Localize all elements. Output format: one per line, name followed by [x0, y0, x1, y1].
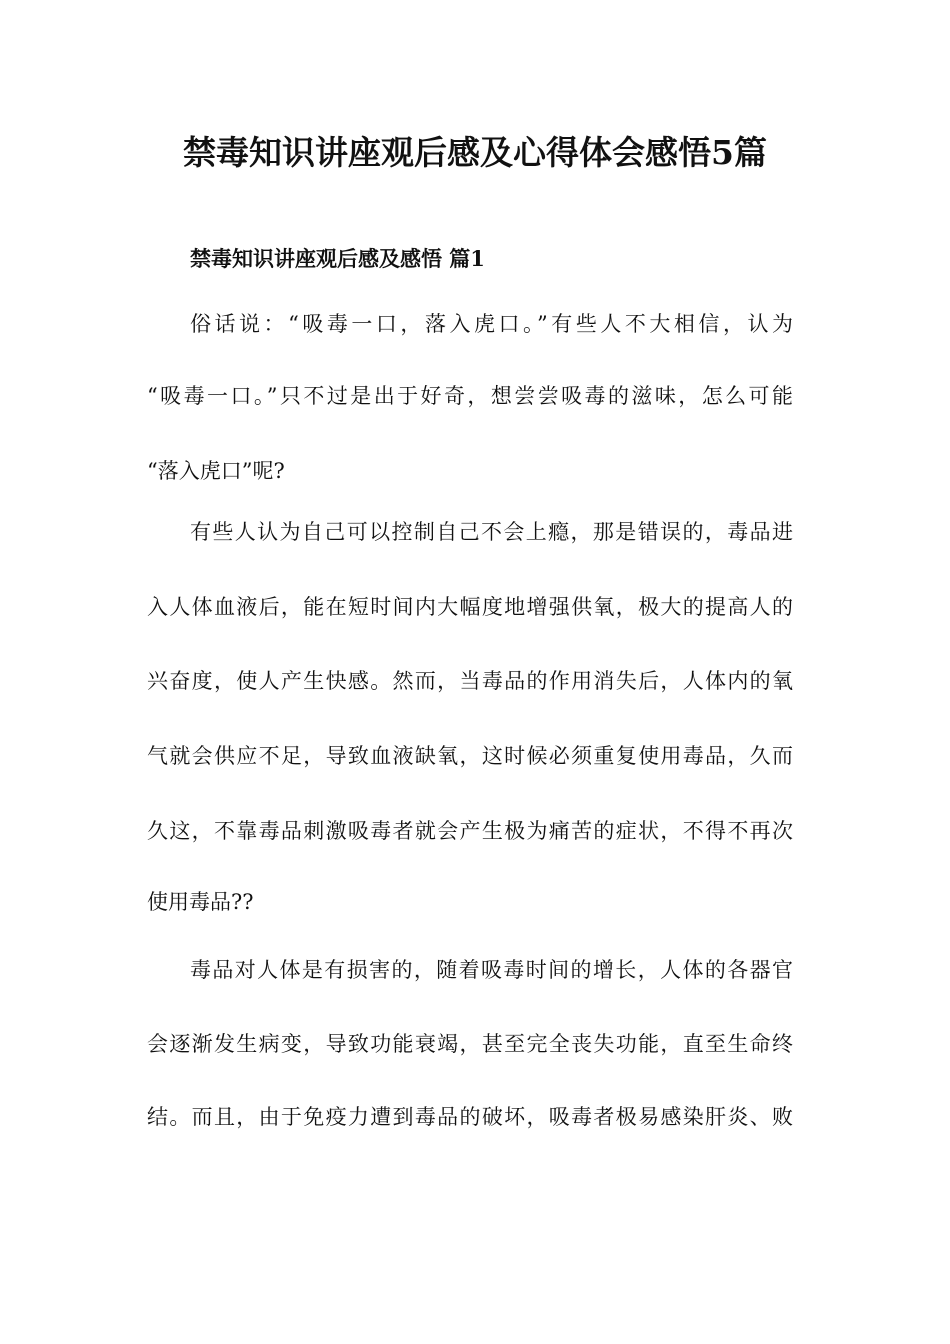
paragraph-2-line-3: 兴奋度，使人产生快感。然而，当毒品的作用消失后，人体内的氧 [147, 669, 793, 693]
paragraph-3-line-1: 毒品对人体是有损害的，随着吸毒时间的增长，人体的各器官 [190, 958, 793, 982]
document-title: 禁毒知识讲座观后感及心得体会感悟5篇 [183, 133, 767, 172]
paragraph-2-line-5: 久这，不靠毒品刺激吸毒者就会产生极为痛苦的症状，不得不再次 [147, 819, 793, 843]
paragraph-2-line-1: 有些人认为自己可以控制自己不会上瘾，那是错误的，毒品进 [190, 520, 793, 544]
paragraph-2-line-6: 使用毒品?? [147, 890, 254, 914]
paragraph-1-line-2: “吸毒一口。”只不过是出于好奇，想尝尝吸毒的滋味，怎么可能 [147, 384, 793, 408]
paragraph-2-line-4: 气就会供应不足，导致血液缺氧，这时候必须重复使用毒品，久而 [147, 744, 793, 768]
paragraph-1-line-1: 俗话说：“吸毒一口，落入虎口。”有些人不大相信，认为 [190, 312, 793, 336]
paragraph-2-line-2: 入人体血液后，能在短时间内大幅度地增强供氧，极大的提高人的 [147, 595, 793, 619]
section-heading: 禁毒知识讲座观后感及感悟 篇1 [190, 246, 485, 271]
paragraph-3-line-2: 会逐渐发生病变，导致功能衰竭，甚至完全丧失功能，直至生命终 [147, 1032, 793, 1056]
paragraph-3-line-3: 结。而且，由于免疫力遭到毒品的破坏，吸毒者极易感染肝炎、败 [147, 1105, 793, 1129]
paragraph-1-line-3: “落入虎口”呢? [147, 459, 285, 483]
